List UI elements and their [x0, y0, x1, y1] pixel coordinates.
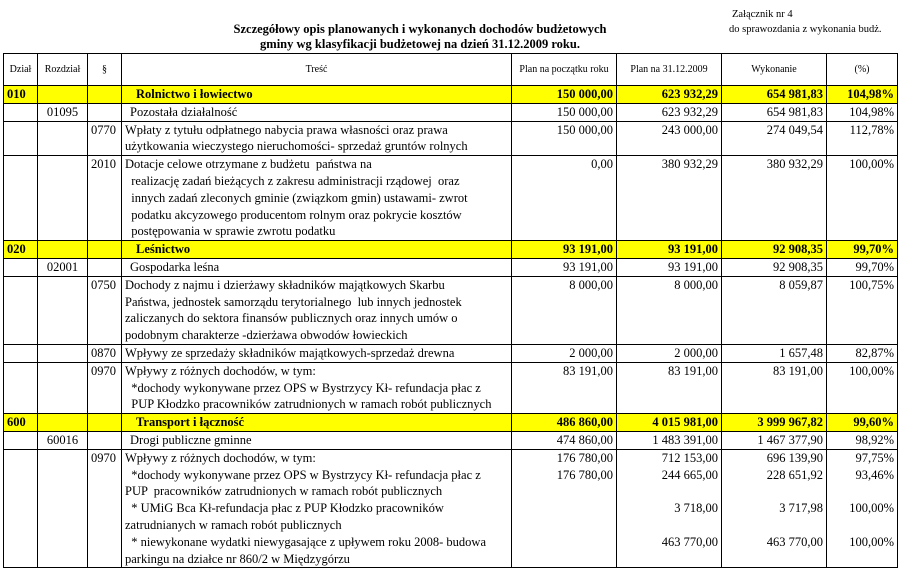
cell-line: 244 665,00 [661, 467, 718, 482]
col-dzial: Dział [4, 54, 38, 86]
cell-plan-end [617, 449, 722, 568]
table-row [4, 276, 898, 344]
cell-plan-start [512, 241, 617, 259]
cell-line: 82,87% [855, 345, 894, 360]
cell-plan-start [512, 449, 617, 568]
cell-dzial: 010 [4, 86, 38, 104]
cell-plan-end [617, 86, 722, 104]
cell-plan-end [617, 431, 722, 449]
cell-dzial [4, 103, 38, 121]
cell-paragraf: 0970 [88, 362, 122, 413]
col-plan-start: Plan na początku roku [512, 54, 617, 86]
cell-rozdzial: 02001 [38, 258, 88, 276]
cell-line: podatku akcyzowego producentom rolnym oraz pokrycie kosztów [125, 207, 462, 222]
cell-tresc [122, 276, 512, 344]
cell-line [515, 500, 613, 517]
cell-paragraf: 0870 [88, 344, 122, 362]
cell-line: 463 770,00 [766, 534, 823, 549]
cell-line: 243 000,00 [661, 122, 718, 137]
cell-line: 99,70% [855, 259, 894, 274]
cell-plan-start [512, 431, 617, 449]
cell-line [830, 483, 894, 500]
cell-line: 93 191,00 [563, 259, 613, 274]
annex-line-1: Załącznik nr 4 [732, 9, 793, 20]
cell-rozdzial [38, 156, 88, 241]
col-tresc: Treść [122, 54, 512, 86]
cell-dzial [4, 121, 38, 156]
cell-line: użytkowania wieczystego nieruchomości- sprzedaż gruntów rolnych [125, 139, 468, 154]
annex-note [729, 7, 882, 37]
cell-plan-start [512, 121, 617, 156]
cell-line: 712 153,00 [661, 450, 718, 465]
cell-plan-end [617, 103, 722, 121]
cell-paragraf [88, 86, 122, 104]
section-row [4, 414, 898, 432]
cell-procent [827, 156, 898, 241]
cell-line: 97,75% [855, 450, 894, 465]
cell-wykonanie [722, 449, 827, 568]
cell-plan-start [512, 414, 617, 432]
cell-line: 623 932,29 [661, 104, 718, 119]
title-line-2: gminy wg klasyfikacji budżetowej na dzień 31.12.2009 roku. [260, 37, 580, 51]
section-row [4, 86, 898, 104]
table-row [4, 156, 898, 241]
cell-wykonanie [722, 276, 827, 344]
cell-line: 3 999 967,82 [757, 415, 823, 430]
cell-dzial [4, 344, 38, 362]
cell-rozdzial: 60016 [38, 431, 88, 449]
cell-tresc [122, 344, 512, 362]
cell-line: 83 191,00 [773, 363, 823, 378]
chapter-row [4, 258, 898, 276]
cell-dzial [4, 449, 38, 568]
cell-dzial [4, 431, 38, 449]
cell-wykonanie [722, 86, 827, 104]
cell-line: 623 932,29 [661, 87, 718, 101]
cell-line: 176 780,00 [556, 467, 613, 482]
cell-line: 100,00% [849, 534, 894, 549]
cell-procent [827, 414, 898, 432]
cell-line: 99,60% [853, 415, 894, 430]
col-wykonanie: Wykonanie [722, 54, 827, 86]
cell-line: *dochody wykonywane przez OPS w Bystrzycy Kł- refundacja płac z [125, 380, 481, 395]
col-plan-end: Plan na 31.12.2009 [617, 54, 722, 86]
cell-plan-start [512, 86, 617, 104]
cell-plan-end [617, 414, 722, 432]
cell-dzial [4, 156, 38, 241]
cell-line: Transport i łączność [136, 415, 245, 430]
cell-line: innych zadań zleconych gminie (związkom gmin) ustawami- zwrot [125, 190, 468, 205]
header-row [4, 54, 898, 86]
cell-line: 150 000,00 [556, 122, 613, 137]
cell-line: 93 191,00 [668, 259, 718, 274]
cell-wykonanie [722, 241, 827, 259]
cell-procent [827, 258, 898, 276]
cell-procent [827, 431, 898, 449]
table-row [4, 449, 898, 568]
cell-line [725, 483, 823, 500]
cell-wykonanie [722, 156, 827, 241]
cell-procent [827, 276, 898, 344]
cell-plan-start [512, 103, 617, 121]
cell-wykonanie [722, 103, 827, 121]
cell-paragraf [88, 103, 122, 121]
col-paragraf: § [88, 54, 122, 86]
col-procent: (%) [827, 54, 898, 86]
cell-line: 380 932,29 [661, 157, 718, 172]
cell-line: 0,00 [591, 157, 613, 172]
cell-line: 8 000,00 [674, 277, 718, 292]
cell-procent [827, 344, 898, 362]
cell-line: *dochody wykonywane przez OPS w Bystrzycy Kł- refundacja płac z [125, 467, 481, 482]
cell-line: Rolnictwo i łowiectwo [136, 87, 253, 101]
cell-line: 696 139,90 [766, 450, 823, 465]
cell-line: 8 000,00 [569, 277, 613, 292]
cell-paragraf: 2010 [88, 156, 122, 241]
cell-line: 100,75% [849, 277, 894, 292]
cell-line: realizację zadań bieżących z zakresu administracji rządowej oraz [125, 173, 460, 188]
cell-line: 4 015 981,00 [652, 415, 718, 430]
cell-tresc [122, 156, 512, 241]
cell-line: 654 981,83 [766, 104, 823, 119]
table-row [4, 362, 898, 413]
cell-line: 100,00% [849, 363, 894, 378]
cell-line: 3 717,98 [779, 501, 823, 516]
cell-wykonanie [722, 362, 827, 413]
title-line-1: Szczegółowy opis planowanych i wykonanych dochodów budżetowych [233, 22, 607, 36]
cell-tresc [122, 414, 512, 432]
cell-procent [827, 241, 898, 259]
cell-line: 93 191,00 [563, 242, 613, 257]
cell-line: 2 000,00 [569, 345, 613, 360]
cell-wykonanie [722, 414, 827, 432]
cell-line: 100,00% [849, 157, 894, 172]
cell-line: zaliczanych do sektora finansów publicznych oraz innych umów o [125, 311, 458, 326]
cell-line [620, 517, 718, 534]
cell-line: 274 049,54 [766, 122, 823, 137]
cell-line: parkingu na działce nr 860/2 w Międzygórzu [125, 551, 350, 566]
cell-line: 112,78% [849, 122, 894, 137]
cell-line: 228 651,92 [766, 467, 823, 482]
cell-line: 176 780,00 [556, 450, 613, 465]
col-rozdzial: Rozdział [38, 54, 88, 86]
cell-dzial: 600 [4, 414, 38, 432]
cell-paragraf [88, 258, 122, 276]
cell-rozdzial [38, 414, 88, 432]
cell-wykonanie [722, 431, 827, 449]
cell-rozdzial [38, 121, 88, 156]
cell-rozdzial [38, 241, 88, 259]
cell-plan-end [617, 121, 722, 156]
cell-procent [827, 103, 898, 121]
cell-line: 654 981,83 [766, 87, 823, 101]
cell-plan-start [512, 258, 617, 276]
cell-plan-end [617, 362, 722, 413]
cell-tresc [122, 431, 512, 449]
cell-line: 2 000,00 [674, 345, 718, 360]
cell-dzial [4, 362, 38, 413]
cell-paragraf: 0750 [88, 276, 122, 344]
cell-line: 150 000,00 [556, 87, 613, 101]
cell-tresc [122, 86, 512, 104]
cell-line: * niewykonane wydatki niewygasające z upływem roku 2008- budowa [125, 534, 487, 549]
cell-plan-end [617, 344, 722, 362]
cell-line: 463 770,00 [661, 534, 718, 549]
cell-line: 99,70% [853, 242, 894, 257]
cell-line: Pozostała działalność [130, 104, 238, 119]
cell-plan-end [617, 276, 722, 344]
cell-tresc [122, 121, 512, 156]
cell-rozdzial: 01095 [38, 103, 88, 121]
cell-line: 83 191,00 [563, 363, 613, 378]
cell-line [620, 483, 718, 500]
chapter-row [4, 103, 898, 121]
cell-line: postępowania w sprawie zwrotu podatku [125, 224, 336, 239]
cell-line: Drogi publiczne gminne [130, 432, 252, 447]
cell-line [725, 517, 823, 534]
cell-line: 93,46% [855, 467, 894, 482]
cell-line: 104,98% [849, 104, 894, 119]
cell-line: 104,98% [847, 87, 894, 101]
cell-rozdzial [38, 276, 88, 344]
cell-line: PUP Kłodzko pracowników zatrudnionych w ramach robót publicznych [125, 397, 492, 412]
cell-rozdzial [38, 344, 88, 362]
cell-line: 100,00% [849, 501, 894, 516]
cell-line: PUP pracowników zatrudnionych w ramach robót publicznych [125, 484, 443, 499]
cell-rozdzial [38, 86, 88, 104]
cell-line: 1 467 377,90 [757, 432, 823, 447]
cell-tresc [122, 258, 512, 276]
cell-rozdzial [38, 449, 88, 568]
cell-plan-start [512, 362, 617, 413]
cell-paragraf: 0770 [88, 121, 122, 156]
cell-line: 8 059,87 [779, 277, 823, 292]
chapter-row [4, 431, 898, 449]
cell-line: 3 718,00 [674, 501, 718, 516]
cell-line: Wpłaty z tytułu odpłatnego nabycia prawa własności oraz prawa [125, 122, 448, 137]
cell-line: Gospodarka leśna [130, 259, 220, 274]
cell-dzial [4, 276, 38, 344]
cell-line: * UMiG Bca Kł-refundacja płac z PUP Kłodzko pracowników [125, 501, 444, 516]
cell-line: Wpływy z różnych dochodów, w tym: [125, 363, 316, 378]
cell-line: Dotacje celowe otrzymane z budżetu państwa na [125, 157, 372, 172]
cell-dzial: 020 [4, 241, 38, 259]
cell-line: 150 000,00 [556, 104, 613, 119]
cell-paragraf [88, 431, 122, 449]
budget-table [3, 53, 898, 568]
cell-line [515, 517, 613, 534]
cell-line: zatrudnianych w ramach robót publicznych [125, 517, 342, 532]
cell-paragraf: 0970 [88, 449, 122, 568]
cell-line: 1 483 391,00 [652, 432, 718, 447]
cell-wykonanie [722, 121, 827, 156]
cell-rozdzial [38, 362, 88, 413]
cell-line: Wpływy z różnych dochodów, w tym: [125, 450, 316, 465]
cell-line: 380 932,29 [766, 157, 823, 172]
cell-procent [827, 362, 898, 413]
cell-line: 486 860,00 [556, 415, 613, 430]
cell-line: 1 657,48 [779, 345, 823, 360]
cell-dzial [4, 258, 38, 276]
cell-procent [827, 121, 898, 156]
table-row [4, 121, 898, 156]
cell-wykonanie [722, 258, 827, 276]
cell-line [515, 483, 613, 500]
table-row [4, 344, 898, 362]
cell-line: Leśnictwo [136, 242, 191, 257]
cell-tresc [122, 103, 512, 121]
cell-procent [827, 449, 898, 568]
cell-plan-start [512, 156, 617, 241]
cell-line: 83 191,00 [668, 363, 718, 378]
cell-tresc [122, 241, 512, 259]
document-title [190, 22, 650, 52]
cell-line: 98,92% [855, 432, 894, 447]
cell-plan-end [617, 241, 722, 259]
cell-plan-start [512, 276, 617, 344]
cell-wykonanie [722, 344, 827, 362]
cell-line [830, 517, 894, 534]
cell-tresc [122, 449, 512, 568]
annex-line-2: do sprawozdania z wykonania budż. [729, 24, 882, 35]
cell-tresc [122, 362, 512, 413]
cell-plan-end [617, 258, 722, 276]
cell-line: 474 860,00 [556, 432, 613, 447]
cell-paragraf [88, 414, 122, 432]
cell-paragraf [88, 241, 122, 259]
cell-plan-start [512, 344, 617, 362]
cell-line: 93 191,00 [668, 242, 718, 257]
cell-line [515, 534, 613, 551]
cell-plan-end [617, 156, 722, 241]
cell-line: Państwa, jednostek samorządu terytorialnego lub innych jednostek [125, 294, 462, 309]
cell-line: podobnym charakterze -dzierżawa obwodów łowieckich [125, 328, 408, 343]
cell-line: Wpływy ze sprzedaży składników majątkowych-sprzedaż drewna [125, 345, 455, 360]
cell-procent [827, 86, 898, 104]
cell-line: 92 908,35 [773, 259, 823, 274]
cell-line: 92 908,35 [773, 242, 823, 257]
section-row [4, 241, 898, 259]
cell-line: Dochody z najmu i dzierżawy składników majątkowych Skarbu [125, 277, 445, 292]
